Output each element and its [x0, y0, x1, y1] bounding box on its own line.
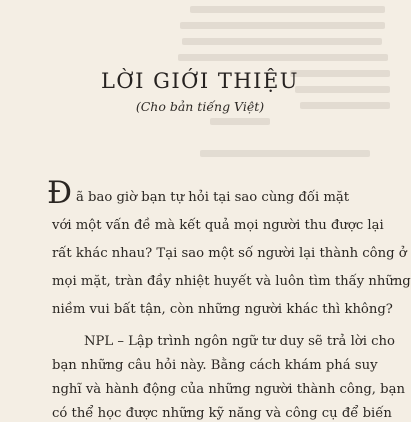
text-line: mọi mặt, tràn đầy nhiệt huyết và luôn tìm thấy những — [52, 274, 411, 289]
page-title: LỜI GIỚI THIỆU — [100, 69, 300, 93]
text-line: ã bao giờ bạn tự hỏi tại sao cùng đối mặt — [76, 190, 350, 205]
text-line: rất khác nhau? Tại sao một số người lại thành công ở — [52, 246, 407, 261]
text-line: bạn những câu hỏi này. Bằng cách khám phá suy — [52, 358, 378, 373]
text-line: nghĩ và hành động của những người thành công, bạn — [52, 382, 405, 397]
text-line: có thể học được những kỹ năng và công cụ để biến — [52, 406, 392, 421]
text-line: NPL – Lập trình ngôn ngữ tư duy sẽ trả lời cho — [84, 334, 395, 349]
text-line: với một vấn đề mà kết quả mọi người thu được lại — [52, 218, 384, 233]
drop-cap: Đ — [47, 175, 73, 211]
page-subtitle: (Cho bản tiếng Việt) — [135, 99, 265, 114]
text-line: niềm vui bất tận, còn những người khác thì không? — [52, 302, 393, 317]
